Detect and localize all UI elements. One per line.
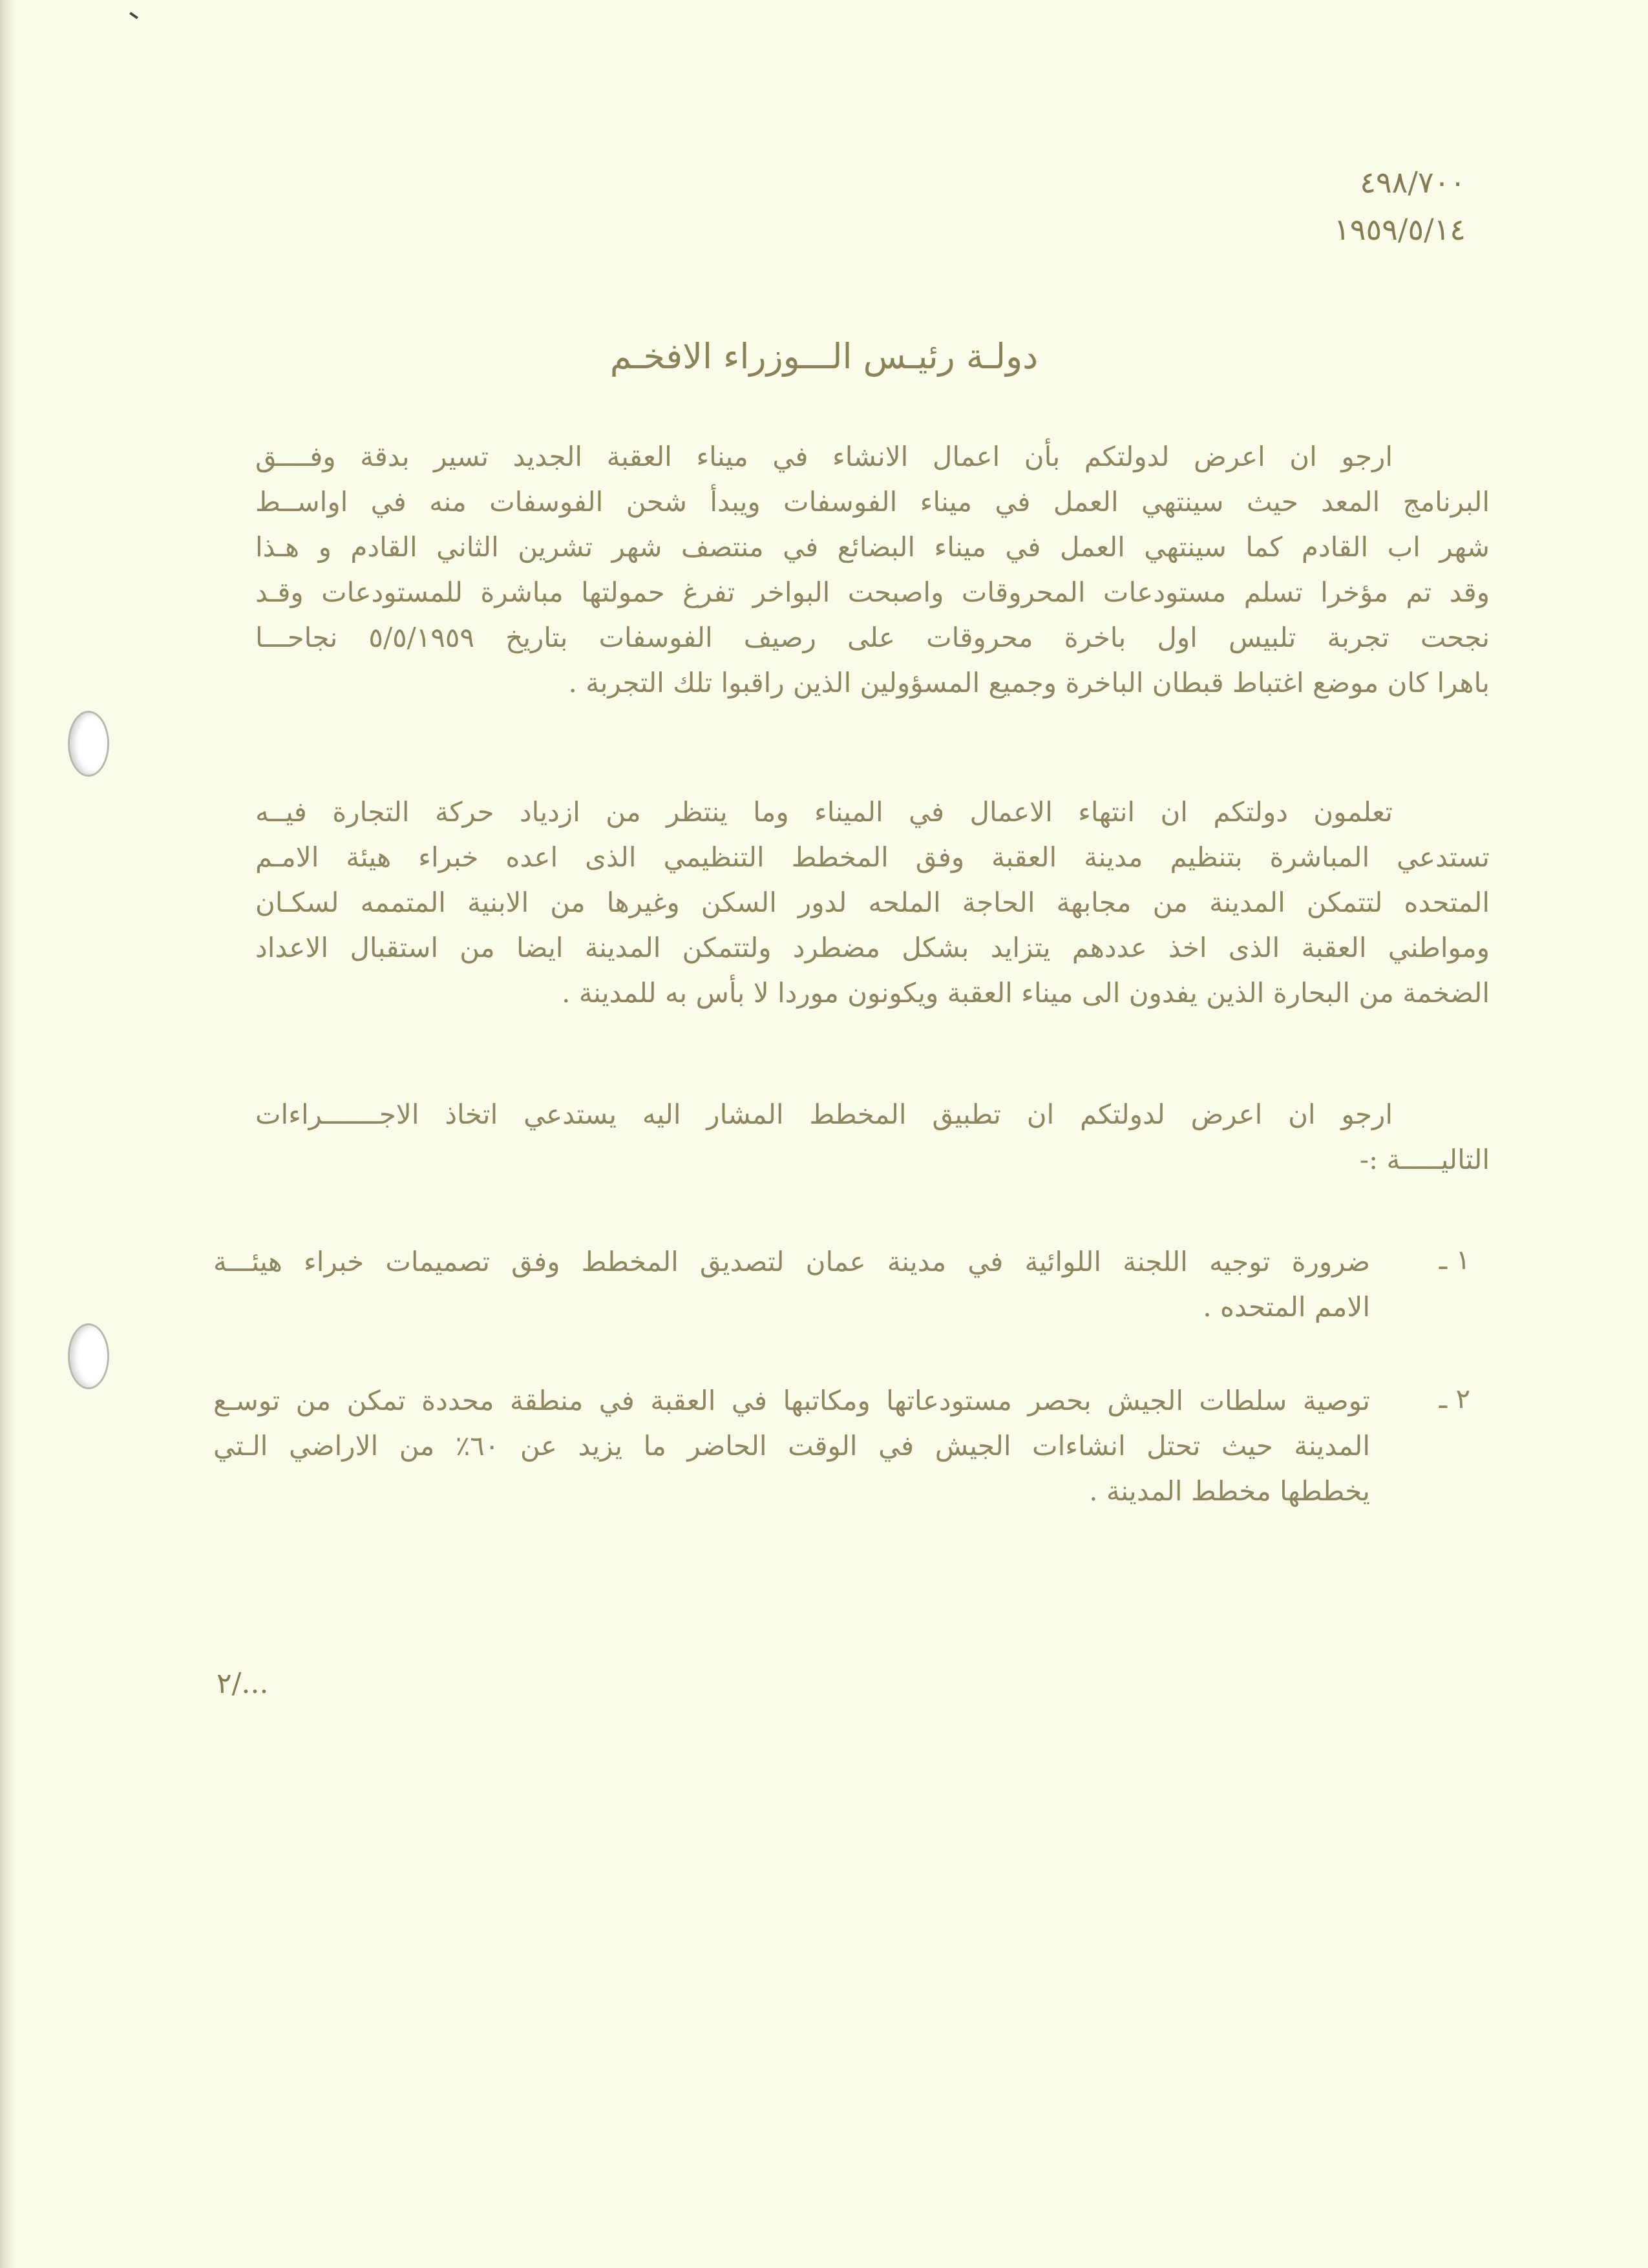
paragraph-2 (255, 790, 1490, 1016)
paragraph-line: المتحده لتتمكن المدينة من مجابهة الحاجة الملحه لدور السكن وغيرها من الابنية المتممه لسكـان (255, 887, 1490, 918)
list-item-1 (213, 1239, 1370, 1330)
list-item-2 (213, 1378, 1370, 1514)
paragraph-line: التاليـــــة :- (1359, 1144, 1490, 1175)
paragraph-1 (255, 434, 1490, 706)
paragraph-line: باهرا كان موضع اغتباط قبطان الباخرة وجميع المسؤولين الذين راقبوا تلك التجربة . (568, 667, 1490, 698)
item-line: المدينة حيث تحتل انشاءات الجيش في الوقت الحاضر ما يزيد عن ٦٠٪ من الاراضي الـتي (213, 1430, 1370, 1462)
paragraph-line: نجحت تجربة تلبيس اول باخرة محروقات على رصيف الفوسفات بتاريخ ٥/٥/١٩٥٩ نجاحـــا (255, 622, 1490, 653)
paragraph-line: البرنامج المعد حيث سينتهي العمل في ميناء الفوسفات ويبدأ شحن الفوسفات منه في اواســط (255, 486, 1490, 518)
item-line: يخططها مخطط المدينة . (1089, 1475, 1370, 1507)
item-line: توصية سلطات الجيش بحصر مستودعاتها ومكاتبها في العقبة في منطقة محددة تمكن من توسـع (213, 1385, 1370, 1416)
paragraph-line: شهر اب القادم كما سينتهي العمل في ميناء البضائع في منتصف شهر تشرين الثاني القادم و هـذا (255, 531, 1490, 563)
punch-hole-lower (68, 1323, 109, 1389)
paragraph-line: ومواطني العقبة الذى اخذ عددهم يتزايد بشكل مضطرد ولتتمكن المدينة ايضا من استقبال الاعداد (255, 932, 1490, 963)
paragraph-line: تعلمون دولتكم ان انتهاء الاعمال في الميناء وما ينتظر من ازدياد حركة التجارة فيــه (255, 796, 1393, 828)
paragraph-line: ارجو ان اعرض لدولتكم بأن اعمال الانشاء في ميناء العقبة الجديد تسير بدقة وفــــق (255, 441, 1393, 472)
page-continuation: ٢/... (217, 1667, 269, 1700)
paragraph-line: ارجو ان اعرض لدولتكم ان تطبيق المخطط المشار اليه يستدعي اتخاذ الاجـــــــراءات (255, 1098, 1393, 1130)
paragraph-line: وقد تم مؤخرا تسلم مستودعات المحروقات واصبحت البواخر تفرغ حمولتها مباشرة للمستودعات وقـد (255, 576, 1490, 608)
item-number-2: ٢ ـ (1439, 1383, 1470, 1414)
document-date: ١٩٥٩/٥/١٤ (1334, 212, 1466, 247)
paragraph-line: الضخمة من البحارة الذين يفدون الى ميناء العقبة ويكونون موردا لا بأس به للمدينة . (562, 977, 1490, 1009)
reference-number: ٤٩٨/٧٠٠ (1360, 165, 1466, 200)
item-line: ضرورة توجيه اللجنة اللوائية في مدينة عمان لتصديق المخطط وفق تصميمات خبراء هيئـــة (213, 1246, 1370, 1277)
item-number-1: ١ ـ (1439, 1244, 1470, 1276)
corner-mark (129, 12, 138, 19)
item-line: الامم المتحده . (1203, 1291, 1370, 1323)
salutation: دولـة رئيـس الـــوزراء الافخـم (609, 336, 1039, 377)
paragraph-3 (255, 1092, 1490, 1182)
paragraph-line: تستدعي المباشرة بتنظيم مدينة العقبة وفق المخطط التنظيمي الذى اعده خبراء هيئة الامـم (255, 841, 1490, 873)
punch-hole-upper (68, 711, 109, 777)
